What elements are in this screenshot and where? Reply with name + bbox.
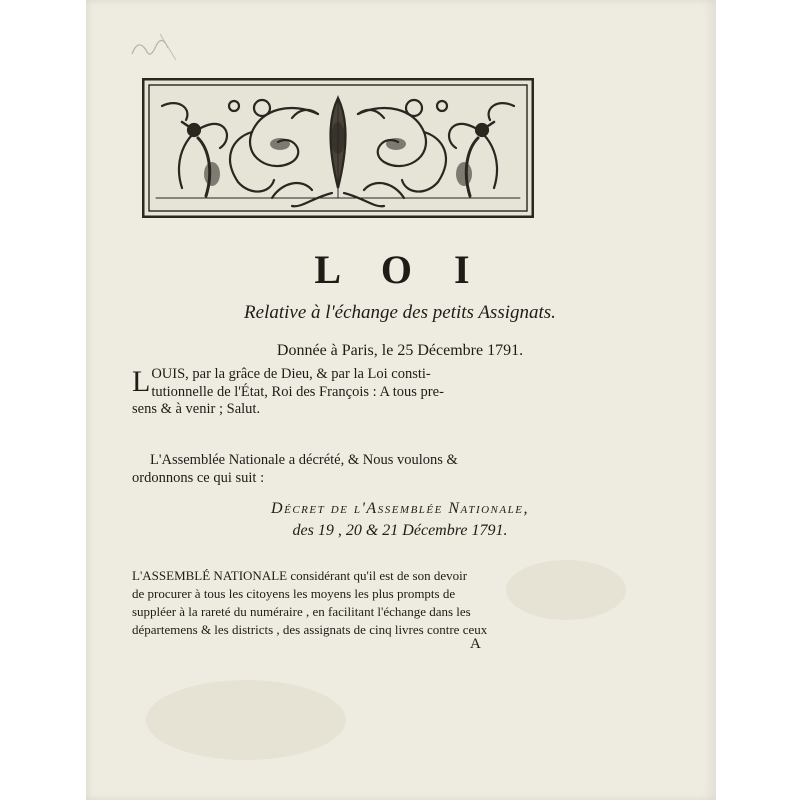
date-given: Donnée à Paris, le 25 Décembre 1791. bbox=[276, 342, 524, 359]
document-subtitle: Relative à l'échange des petits Assignats. bbox=[244, 302, 556, 323]
paper-stain bbox=[146, 680, 346, 760]
preamble-line-text: par la grâce de Dieu, & par la Loi consti- bbox=[192, 366, 431, 382]
assembly-line: ordonnons ce qui suit : bbox=[132, 469, 265, 486]
preamble-line: sens & à venir ; Salut. bbox=[132, 401, 261, 417]
preamble-dropcap: L bbox=[132, 365, 151, 398]
preamble-line: tutionnelle de l'État, Roi des François : A tous pre- bbox=[151, 383, 444, 400]
document-title: L O I bbox=[314, 247, 486, 292]
assembly-paragraph bbox=[132, 452, 542, 487]
preamble-start: OUIS, bbox=[151, 366, 189, 382]
body-line: L'ASSEMBLÉ NATIONALE considérant qu'il est de son devoir bbox=[132, 568, 468, 583]
preamble-line bbox=[132, 366, 542, 384]
decree-title: Décret de l'Assemblée Nationale, bbox=[271, 500, 529, 517]
decree-dates: des 19 , 20 & 21 Décembre 1791. bbox=[292, 522, 508, 539]
engraved-ornament-headpiece-icon bbox=[142, 78, 534, 218]
body-line: suppléer à la rareté du numéraire , en facilitant l'échange dans les bbox=[132, 604, 471, 619]
signature-mark: A bbox=[470, 636, 481, 652]
preamble-paragraph bbox=[132, 366, 542, 419]
handwritten-mark-icon bbox=[120, 24, 190, 74]
assembly-line: L'Assemblée Nationale a décrété, & Nous voulons & bbox=[150, 452, 458, 468]
body-line: départemens & les districts , des assignats de cinq livres contre ceux bbox=[132, 622, 488, 637]
body-line: de procurer à tous les citoyens les moyens les plus prompts de bbox=[132, 586, 456, 601]
decree-body bbox=[132, 568, 552, 640]
